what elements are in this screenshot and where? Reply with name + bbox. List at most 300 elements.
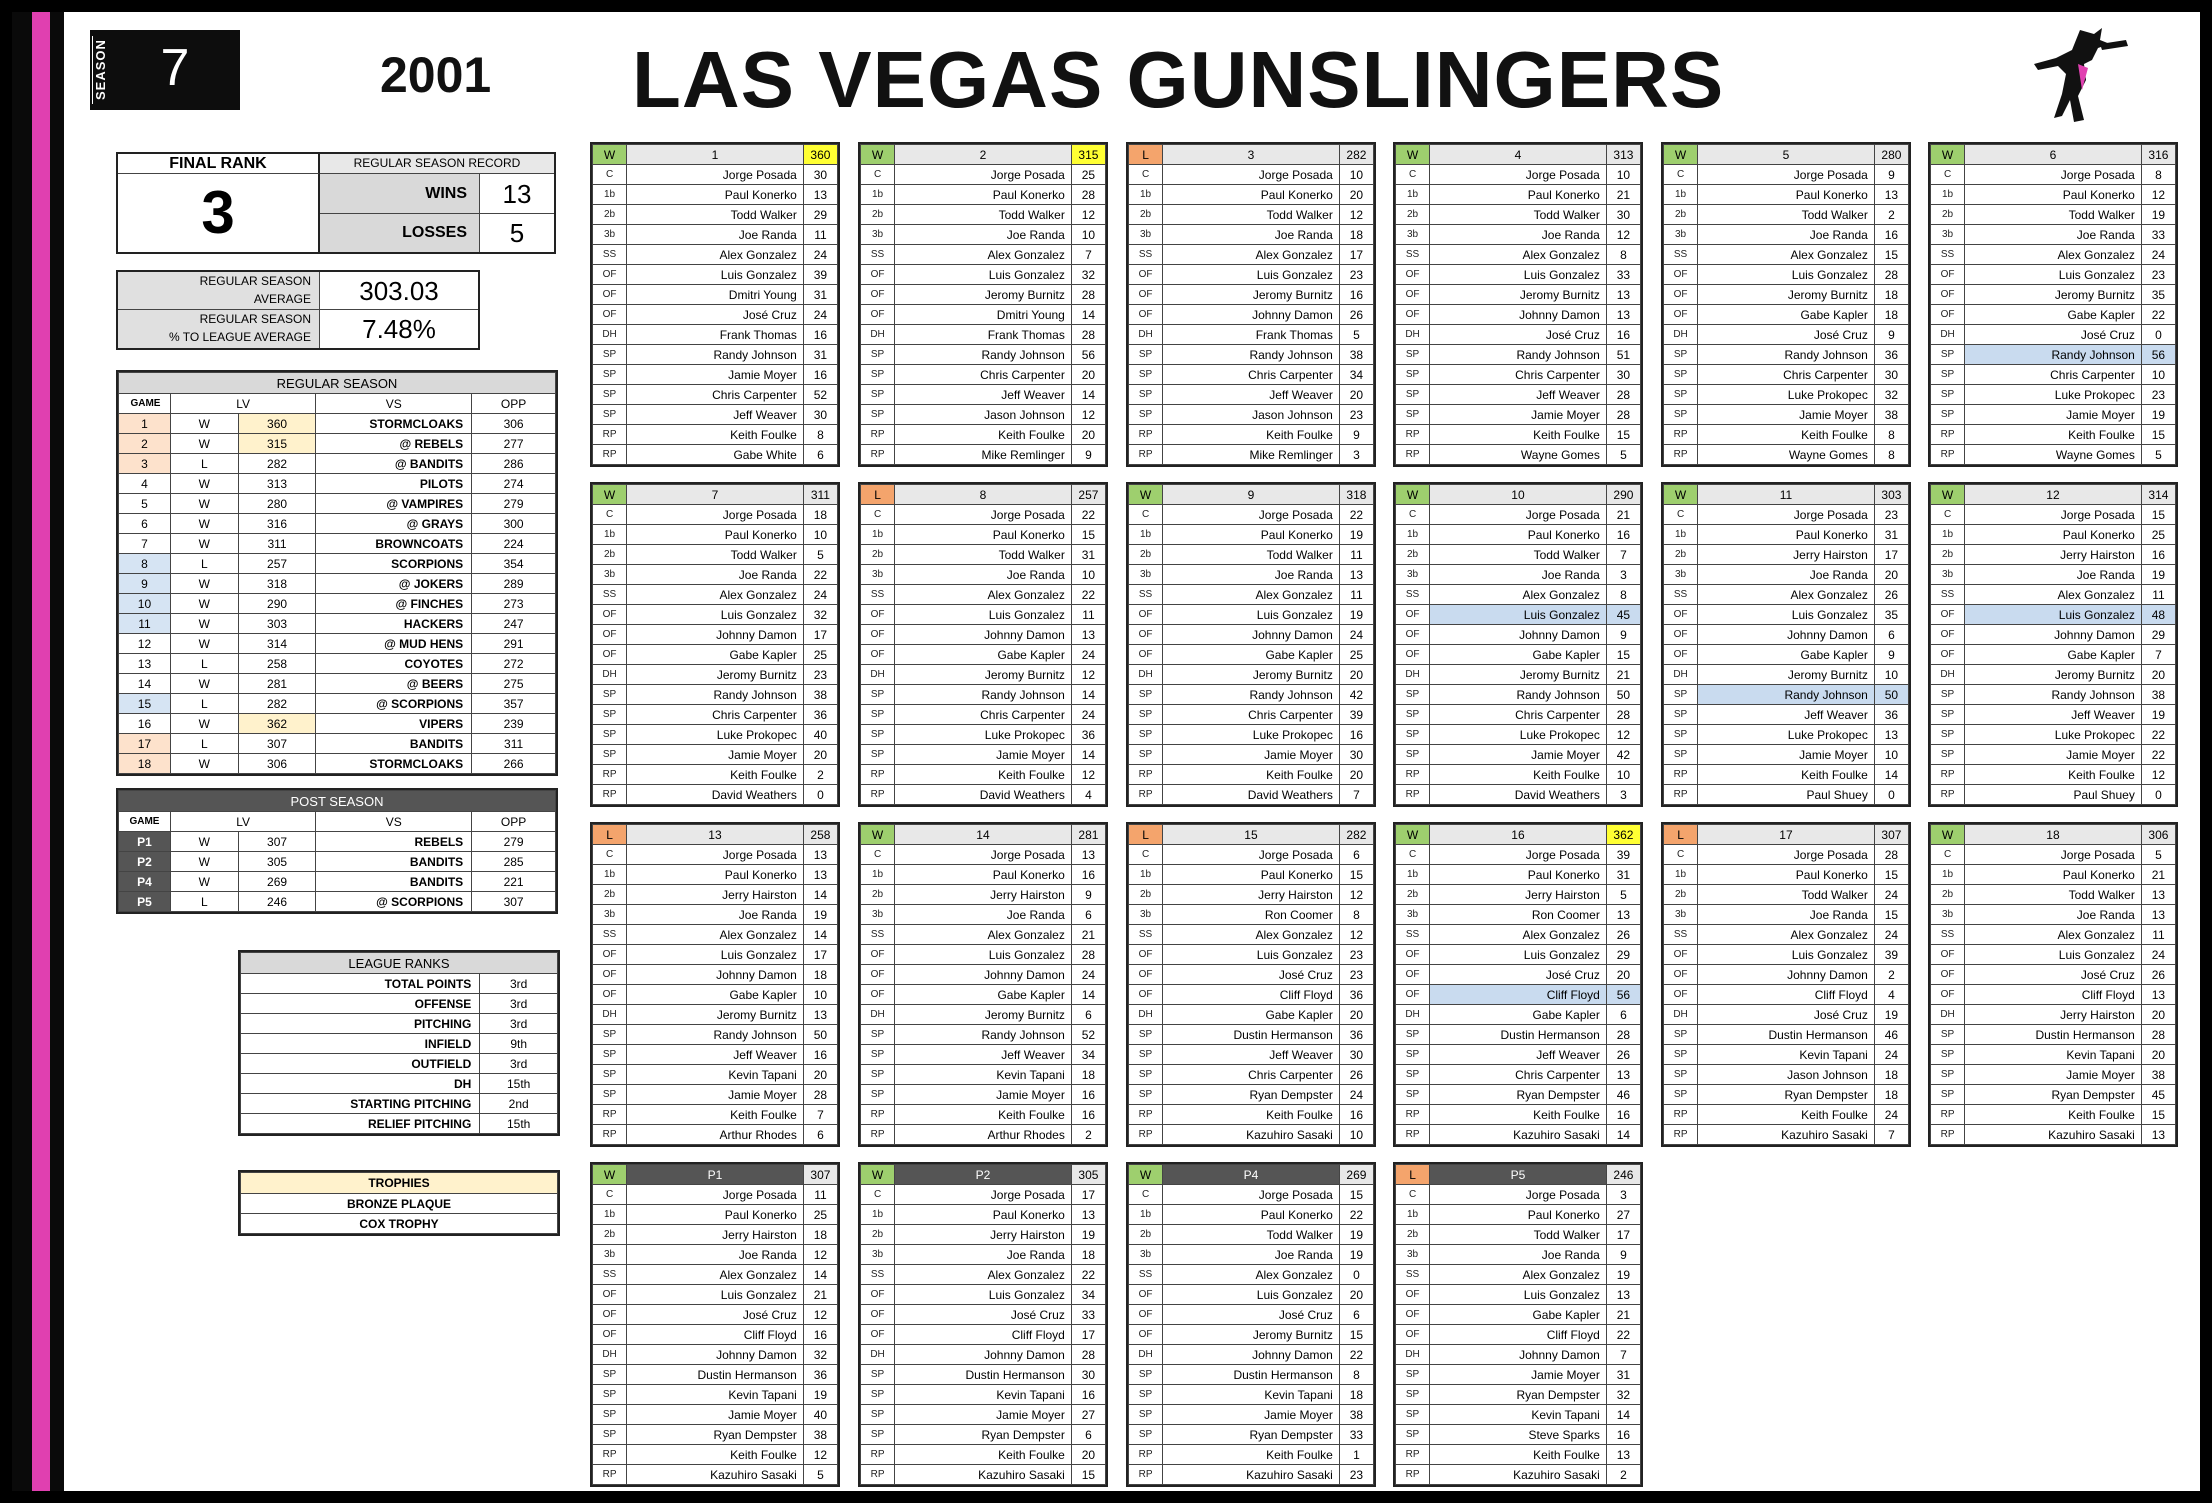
player-row	[861, 405, 1106, 425]
player-name: Luke Prokopec	[1965, 385, 2142, 405]
player-points: 14	[1606, 1405, 1640, 1425]
player-row	[1396, 325, 1641, 345]
player-row	[1129, 1365, 1374, 1385]
game-header-row	[1396, 825, 1641, 845]
player-points: 5	[803, 545, 837, 565]
player-position: RP	[1129, 445, 1163, 465]
player-name: Joe Randa	[627, 905, 804, 925]
player-points: 10	[803, 985, 837, 1005]
player-row	[861, 425, 1106, 445]
player-row	[861, 1265, 1106, 1285]
player-points: 30	[1071, 1365, 1105, 1385]
player-position: SP	[1396, 725, 1430, 745]
opponent: STORMCLOAKS	[316, 754, 472, 774]
player-row	[1931, 1065, 2176, 1085]
player-row	[861, 745, 1106, 765]
player-name: Luke Prokopec	[895, 725, 1072, 745]
player-position: 2b	[1396, 885, 1430, 905]
col-game: GAME	[119, 394, 171, 414]
player-name: Keith Foulke	[627, 425, 804, 445]
player-row	[1931, 725, 2176, 745]
player-name: Gabe Kapler	[1430, 645, 1607, 665]
player-points: 56	[2141, 345, 2175, 365]
lv-score: 315	[238, 434, 316, 454]
player-row	[1664, 185, 1909, 205]
player-name: Gabe Kapler	[1698, 645, 1875, 665]
player-points: 17	[803, 945, 837, 965]
player-row	[1931, 605, 2176, 625]
player-row	[1396, 1225, 1641, 1245]
player-points: 7	[1606, 545, 1640, 565]
player-row	[1396, 785, 1641, 805]
player-name: Paul Konerko	[895, 185, 1072, 205]
game-number-label: P5	[1430, 1165, 1607, 1185]
player-position: RP	[1664, 425, 1698, 445]
player-points: 8	[1874, 445, 1908, 465]
player-row	[1396, 1025, 1641, 1045]
player-name: Jeromy Burnitz	[895, 1005, 1072, 1025]
game-result-badge: W	[1129, 1165, 1163, 1185]
player-name: Keith Foulke	[1698, 1105, 1875, 1125]
game-result: W	[170, 414, 238, 434]
lv-score: 303	[238, 614, 316, 634]
game-number: 16	[119, 714, 171, 734]
player-row	[1396, 585, 1641, 605]
player-name: Ron Coomer	[1163, 905, 1340, 925]
opponent: @ SCORPIONS	[316, 892, 472, 912]
player-position: OF	[593, 1285, 627, 1305]
game-number: 7	[119, 534, 171, 554]
player-points: 15	[1071, 1465, 1105, 1485]
player-row	[1129, 865, 1374, 885]
player-points: 19	[2141, 705, 2175, 725]
player-row	[593, 725, 838, 745]
player-position: SS	[861, 1265, 895, 1285]
player-points: 39	[803, 265, 837, 285]
player-position: SP	[1129, 345, 1163, 365]
player-name: Kevin Tapani	[1163, 1385, 1340, 1405]
regular-season-row	[119, 554, 556, 574]
player-points: 13	[2141, 985, 2175, 1005]
player-position: RP	[1129, 1465, 1163, 1485]
game-table	[1930, 484, 2176, 805]
game-result-badge: L	[1129, 145, 1163, 165]
player-row	[1664, 245, 1909, 265]
wins-label: WINS	[320, 174, 480, 214]
player-name: Todd Walker	[1163, 1225, 1340, 1245]
game-result-badge: W	[1664, 485, 1698, 505]
player-name: Paul Konerko	[1965, 185, 2142, 205]
player-points: 20	[1339, 765, 1373, 785]
player-points: 0	[1339, 1265, 1373, 1285]
player-position: SP	[1396, 1405, 1430, 1425]
player-points: 30	[1606, 205, 1640, 225]
player-points: 33	[1339, 1425, 1373, 1445]
game-total: 311	[803, 485, 837, 505]
player-points: 13	[2141, 885, 2175, 905]
player-points: 5	[1606, 885, 1640, 905]
game-number: 9	[119, 574, 171, 594]
player-row	[1931, 1045, 2176, 1065]
player-points: 16	[1071, 865, 1105, 885]
player-points: 16	[803, 365, 837, 385]
player-row	[1931, 225, 2176, 245]
player-points: 20	[2141, 1005, 2175, 1025]
player-position: RP	[1664, 1105, 1698, 1125]
player-points: 46	[1874, 1025, 1908, 1045]
player-name: Dustin Hermanson	[1698, 1025, 1875, 1045]
player-points: 3	[1606, 785, 1640, 805]
player-points: 15	[1339, 1185, 1373, 1205]
player-points: 42	[1606, 745, 1640, 765]
player-position: RP	[1664, 785, 1698, 805]
game-box	[1661, 142, 1911, 467]
player-points: 6	[1071, 1005, 1105, 1025]
player-row	[593, 1085, 838, 1105]
player-row	[1396, 285, 1641, 305]
player-position: C	[1129, 165, 1163, 185]
player-row	[1129, 1385, 1374, 1405]
player-points: 29	[803, 205, 837, 225]
player-name: Alex Gonzalez	[895, 585, 1072, 605]
player-position: 3b	[1664, 905, 1698, 925]
avg-label-line2: AVERAGE	[253, 292, 311, 306]
player-points: 45	[1606, 605, 1640, 625]
player-row	[1931, 785, 2176, 805]
player-name: Jerry Hairston	[895, 885, 1072, 905]
player-position: SS	[1129, 585, 1163, 605]
player-points: 50	[1874, 685, 1908, 705]
player-name: Jorge Posada	[1163, 165, 1340, 185]
player-row	[1396, 185, 1641, 205]
player-points: 16	[1606, 1105, 1640, 1125]
game-number-label: 3	[1163, 145, 1340, 165]
player-points: 20	[2141, 665, 2175, 685]
player-points: 12	[1071, 205, 1105, 225]
player-name: Jamie Moyer	[1430, 1365, 1607, 1385]
player-name: Todd Walker	[1430, 1225, 1607, 1245]
player-points: 50	[1606, 685, 1640, 705]
player-position: SP	[1664, 1045, 1698, 1065]
player-points: 14	[1071, 305, 1105, 325]
player-name: Todd Walker	[1163, 545, 1340, 565]
player-row	[1396, 1465, 1641, 1485]
game-header-row	[593, 1165, 838, 1185]
game-table	[860, 824, 1106, 1145]
col-lv: LV	[170, 394, 316, 414]
rank-row	[241, 1094, 558, 1114]
player-points: 24	[1874, 1045, 1908, 1065]
player-points: 46	[1606, 1085, 1640, 1105]
player-row	[1396, 945, 1641, 965]
player-points: 23	[803, 665, 837, 685]
player-row	[593, 1425, 838, 1445]
rank-value: 3rd	[480, 994, 558, 1014]
game-header-row	[593, 145, 838, 165]
game-number-label: 18	[1965, 825, 2142, 845]
player-points: 19	[1874, 1005, 1908, 1025]
player-position: C	[1664, 845, 1698, 865]
player-position: 2b	[593, 885, 627, 905]
player-row	[861, 1465, 1106, 1485]
player-points: 13	[1071, 625, 1105, 645]
player-row	[593, 1105, 838, 1125]
player-position: RP	[1129, 1125, 1163, 1145]
player-name: Randy Johnson	[1698, 345, 1875, 365]
player-points: 23	[1339, 945, 1373, 965]
lv-score: 257	[238, 554, 316, 574]
player-name: Luis Gonzalez	[1965, 265, 2142, 285]
opponent: VIPERS	[316, 714, 472, 734]
avg-value: 303.03	[320, 272, 478, 310]
player-row	[1664, 285, 1909, 305]
player-row	[1129, 625, 1374, 645]
game-total: 318	[1339, 485, 1373, 505]
game-header-row	[1664, 485, 1909, 505]
player-row	[861, 385, 1106, 405]
game-number-label: 10	[1430, 485, 1607, 505]
player-name: Paul Konerko	[895, 865, 1072, 885]
player-points: 20	[1339, 1285, 1373, 1305]
player-points: 22	[2141, 745, 2175, 765]
player-row	[593, 345, 838, 365]
player-position: OF	[593, 1325, 627, 1345]
player-position: DH	[861, 665, 895, 685]
player-position: OF	[593, 305, 627, 325]
season-year: 2001	[380, 47, 492, 103]
rank-category: STARTING PITCHING	[241, 1094, 480, 1114]
player-row	[593, 245, 838, 265]
player-name: Paul Konerko	[1430, 525, 1607, 545]
rank-category: INFIELD	[241, 1034, 480, 1054]
pct-label-line1: REGULAR SEASON	[199, 312, 311, 326]
player-name: Joe Randa	[1698, 905, 1875, 925]
player-row	[861, 1105, 1106, 1125]
player-row	[1931, 685, 2176, 705]
player-position: SP	[1129, 1365, 1163, 1385]
rank-row	[241, 1034, 558, 1054]
player-name: Luis Gonzalez	[627, 945, 804, 965]
player-name: Joe Randa	[1163, 225, 1340, 245]
player-row	[1664, 745, 1909, 765]
player-points: 18	[1339, 1385, 1373, 1405]
player-row	[861, 1405, 1106, 1425]
player-name: David Weathers	[895, 785, 1072, 805]
player-position: 3b	[1931, 225, 1965, 245]
player-name: Johnny Damon	[1698, 965, 1875, 985]
player-row	[1129, 925, 1374, 945]
player-points: 2	[1874, 205, 1908, 225]
player-points: 24	[1874, 885, 1908, 905]
player-points: 26	[1339, 305, 1373, 325]
left-black-strip-inner	[50, 12, 64, 1491]
game-result: W	[170, 514, 238, 534]
col-lv: LV	[170, 812, 316, 832]
player-row	[1396, 1365, 1641, 1385]
game-number-label: 8	[895, 485, 1072, 505]
player-name: Alex Gonzalez	[627, 585, 804, 605]
player-name: Jorge Posada	[1965, 165, 2142, 185]
player-position: SP	[1129, 1025, 1163, 1045]
player-name: Paul Shuey	[1698, 785, 1875, 805]
opp-score: 272	[472, 654, 556, 674]
lv-score: 307	[238, 734, 316, 754]
game-number: 13	[119, 654, 171, 674]
game-header-row	[1664, 825, 1909, 845]
player-position: OF	[1396, 285, 1430, 305]
player-row	[1396, 1265, 1641, 1285]
game-table	[1128, 144, 1374, 465]
player-points: 28	[1606, 1025, 1640, 1045]
player-name: Kevin Tapani	[895, 1385, 1072, 1405]
player-row	[1396, 765, 1641, 785]
player-name: Jorge Posada	[1965, 845, 2142, 865]
player-row	[1129, 185, 1374, 205]
player-points: 30	[803, 405, 837, 425]
player-row	[1396, 1425, 1641, 1445]
player-name: Kevin Tapani	[627, 1385, 804, 1405]
player-row	[1129, 405, 1374, 425]
player-name: Joe Randa	[895, 1245, 1072, 1265]
player-position: SP	[593, 1385, 627, 1405]
player-row	[1664, 685, 1909, 705]
player-row	[1396, 345, 1641, 365]
player-row	[861, 585, 1106, 605]
player-name: Keith Foulke	[1163, 1445, 1340, 1465]
player-row	[1396, 685, 1641, 705]
player-name: Chris Carpenter	[1430, 705, 1607, 725]
player-points: 31	[1606, 1365, 1640, 1385]
player-name: David Weathers	[1163, 785, 1340, 805]
player-points: 21	[1606, 665, 1640, 685]
player-position: SP	[1664, 385, 1698, 405]
player-name: Jeff Weaver	[627, 405, 804, 425]
player-position: SS	[1664, 925, 1698, 945]
player-name: Wayne Gomes	[1965, 445, 2142, 465]
player-position: SP	[1396, 1385, 1430, 1405]
player-points: 20	[1606, 965, 1640, 985]
player-row	[1664, 1025, 1909, 1045]
wins-value: 13	[480, 174, 554, 214]
player-position: SS	[1931, 925, 1965, 945]
player-points: 26	[1339, 1065, 1373, 1085]
player-name: Luis Gonzalez	[1698, 945, 1875, 965]
player-name: Jeromy Burnitz	[1430, 665, 1607, 685]
player-name: Alex Gonzalez	[1430, 925, 1607, 945]
player-position: OF	[1664, 965, 1698, 985]
player-row	[861, 1425, 1106, 1445]
game-box	[858, 142, 1108, 467]
player-name: Luke Prokopec	[1698, 725, 1875, 745]
player-position: RP	[593, 765, 627, 785]
game-number: P5	[119, 892, 171, 912]
game-number: 4	[119, 474, 171, 494]
player-points: 19	[2141, 405, 2175, 425]
player-points: 16	[1071, 1105, 1105, 1125]
player-position: RP	[1396, 1445, 1430, 1465]
player-points: 28	[1606, 705, 1640, 725]
player-position: OF	[1129, 945, 1163, 965]
player-position: 3b	[1396, 1245, 1430, 1265]
player-position: C	[1931, 505, 1965, 525]
player-points: 32	[803, 1345, 837, 1365]
player-name: Gabe Kapler	[1965, 645, 2142, 665]
player-name: Alex Gonzalez	[895, 1265, 1072, 1285]
lv-score: 314	[238, 634, 316, 654]
game-result: W	[170, 594, 238, 614]
player-position: 1b	[1129, 1205, 1163, 1225]
player-position: SS	[861, 925, 895, 945]
player-position: 3b	[1931, 565, 1965, 585]
game-total: 258	[803, 825, 837, 845]
player-position: 1b	[1931, 525, 1965, 545]
player-position: RP	[1664, 765, 1698, 785]
player-points: 19	[1606, 1265, 1640, 1285]
game-table	[1128, 484, 1374, 805]
player-position: SP	[1396, 345, 1430, 365]
player-points: 23	[1874, 505, 1908, 525]
player-position: OF	[1129, 965, 1163, 985]
player-name: Johnny Damon	[1965, 625, 2142, 645]
game-total: 316	[2141, 145, 2175, 165]
player-row	[1931, 845, 2176, 865]
game-number: P2	[119, 852, 171, 872]
player-row	[861, 265, 1106, 285]
player-points: 8	[2141, 165, 2175, 185]
player-position: DH	[861, 1345, 895, 1365]
game-result-badge: L	[593, 825, 627, 845]
player-points: 16	[1339, 1105, 1373, 1125]
player-row	[593, 885, 838, 905]
player-points: 7	[1606, 1345, 1640, 1365]
player-points: 9	[1071, 885, 1105, 905]
col-opp: OPP	[472, 812, 556, 832]
player-points: 22	[1071, 1265, 1105, 1285]
player-position: 2b	[861, 545, 895, 565]
player-position: DH	[1396, 1345, 1430, 1365]
player-position: SP	[861, 705, 895, 725]
player-row	[1129, 325, 1374, 345]
player-points: 26	[1606, 1045, 1640, 1065]
player-row	[593, 645, 838, 665]
lv-score: 362	[238, 714, 316, 734]
player-position: SP	[861, 1405, 895, 1425]
player-row	[593, 1265, 838, 1285]
player-position: SS	[1129, 925, 1163, 945]
player-position: 2b	[593, 1225, 627, 1245]
player-row	[1931, 1005, 2176, 1025]
player-position: 3b	[861, 225, 895, 245]
player-name: Jorge Posada	[1698, 505, 1875, 525]
player-row	[593, 385, 838, 405]
player-points: 6	[1339, 845, 1373, 865]
trophies-panel	[238, 1170, 560, 1236]
rank-row	[241, 1054, 558, 1074]
player-name: Jeff Weaver	[627, 1045, 804, 1065]
player-points: 13	[1606, 305, 1640, 325]
game-box	[1661, 822, 1911, 1147]
game-result: L	[170, 554, 238, 574]
player-row	[1129, 305, 1374, 325]
player-name: Ryan Dempster	[1163, 1425, 1340, 1445]
player-name: Alex Gonzalez	[1163, 245, 1340, 265]
player-points: 1	[1339, 1445, 1373, 1465]
player-points: 25	[803, 645, 837, 665]
player-points: 18	[1874, 1085, 1908, 1105]
player-position: SP	[1129, 1425, 1163, 1445]
player-name: Alex Gonzalez	[1163, 585, 1340, 605]
player-row	[861, 785, 1106, 805]
